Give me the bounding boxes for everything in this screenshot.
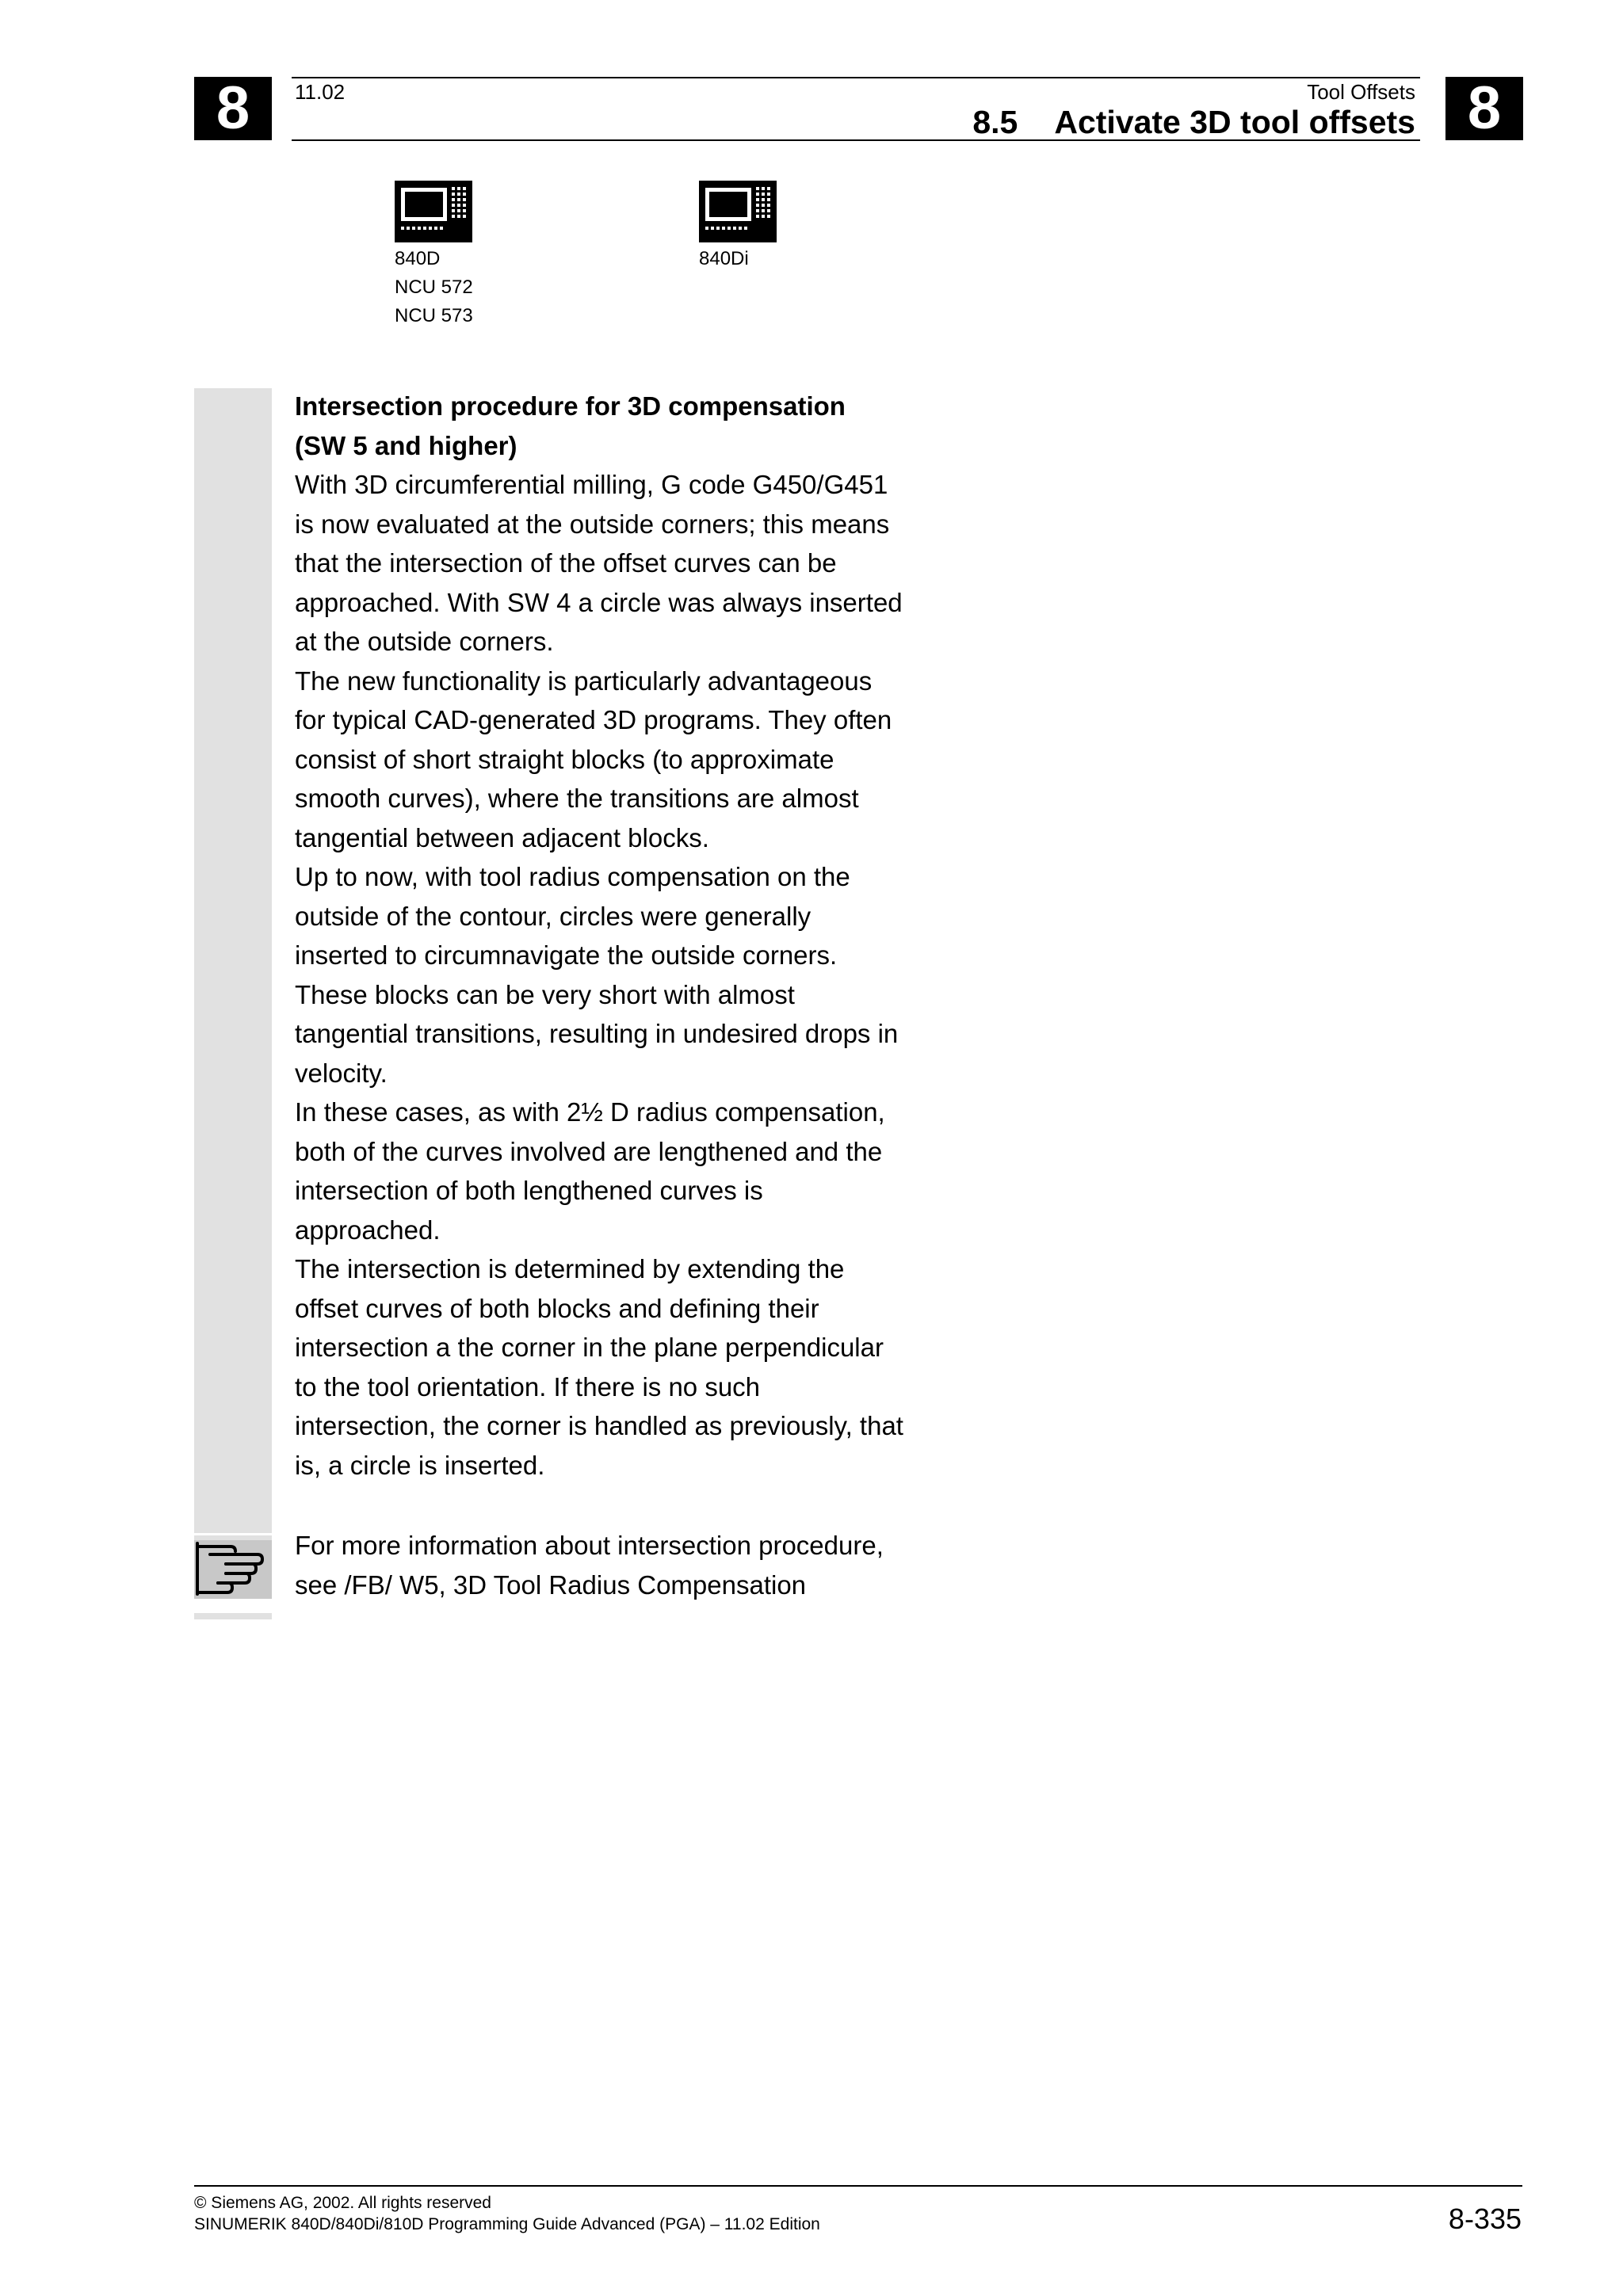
body-line: The intersection is determined by extending the <box>295 1254 845 1283</box>
section-name: Activate 3D tool offsets <box>1054 104 1415 140</box>
page-number: 8-335 <box>1448 2203 1522 2235</box>
control-panel-icon <box>699 181 777 242</box>
body-line: inserted to circumnavigate the outside corners. <box>295 940 838 970</box>
control-label-line: 840D <box>395 248 441 269</box>
control-panel-icon <box>395 181 472 242</box>
header-chapter-title: Tool Offsets <box>1307 80 1415 104</box>
margin-bar-end <box>194 1613 272 1619</box>
body-line: velocity. <box>295 1058 388 1088</box>
footer-rule <box>194 2185 1522 2187</box>
note-line: For more information about intersection procedure, <box>295 1531 884 1560</box>
control-label-line: 840Di <box>699 248 749 269</box>
body-line: intersection, the corner is handled as previously, that <box>295 1411 903 1440</box>
control-label-1 <box>395 245 473 330</box>
control-label-line: NCU 572 <box>395 277 473 298</box>
body-line: These blocks can be very short with almost <box>295 979 795 1009</box>
body-line: for typical CAD-generated 3D programs. They often <box>295 705 892 734</box>
header-top-rule <box>292 77 1420 78</box>
body-line: tangential between adjacent blocks. <box>295 822 709 852</box>
body-line: approached. <box>295 1215 441 1245</box>
body-text <box>295 387 945 1485</box>
body-line: at the outside corners. <box>295 627 554 656</box>
pointing-hand-icon <box>194 1535 272 1599</box>
control-label-line: NCU 573 <box>395 305 473 326</box>
body-line: outside of the contour, circles were generally <box>295 901 812 931</box>
body-line: Up to now, with tool radius compensation on the <box>295 862 850 891</box>
footer-publication: SINUMERIK 840D/840Di/810D Programming Guide Advanced (PGA) – 11.02 Edition <box>194 2215 820 2233</box>
body-line: tangential transitions, resulting in undesired drops in <box>295 1019 899 1048</box>
section-heading-line: Intersection procedure for 3D compensation <box>295 391 846 421</box>
body-line: that the intersection of the offset curves can be <box>295 548 837 578</box>
control-label-2 <box>699 245 749 273</box>
note-line: see /FB/ W5, 3D Tool Radius Compensation <box>295 1569 807 1600</box>
body-line: to the tool orientation. If there is no such <box>295 1371 761 1402</box>
header-date: 11.02 <box>295 80 346 104</box>
body-line: is now evaluated at the outside corners; this means <box>295 509 890 539</box>
chapter-badge-left: 8 <box>194 77 272 140</box>
note-text <box>295 1526 945 1604</box>
body-line: intersection of both lengthened curves is <box>295 1176 763 1205</box>
body-line: both of the curves involved are lengthened and the <box>295 1136 883 1166</box>
footer-copyright: © Siemens AG, 2002. All rights reserved <box>194 2194 491 2212</box>
body-line: offset curves of both blocks and defining their <box>295 1293 819 1323</box>
body-line: is, a circle is inserted. <box>295 1450 545 1480</box>
section-number: 8.5 <box>972 104 1018 140</box>
body-line: In these cases, as with 2½ D radius compensation, <box>295 1097 885 1127</box>
body-line: smooth curves), where the transitions are almost <box>295 784 859 813</box>
section-title <box>972 103 1415 141</box>
margin-bar <box>194 388 272 1533</box>
chapter-badge-right: 8 <box>1445 77 1523 140</box>
section-heading-line: (SW 5 and higher) <box>295 430 517 460</box>
body-line: approached. With SW 4 a circle was always inserted <box>295 587 903 617</box>
body-line: consist of short straight blocks (to approximate <box>295 744 834 774</box>
body-line: The new functionality is particularly advantageous <box>295 666 873 696</box>
body-line: With 3D circumferential milling, G code G450/G451 <box>295 470 888 499</box>
body-line: intersection a the corner in the plane perpendicular <box>295 1333 884 1362</box>
